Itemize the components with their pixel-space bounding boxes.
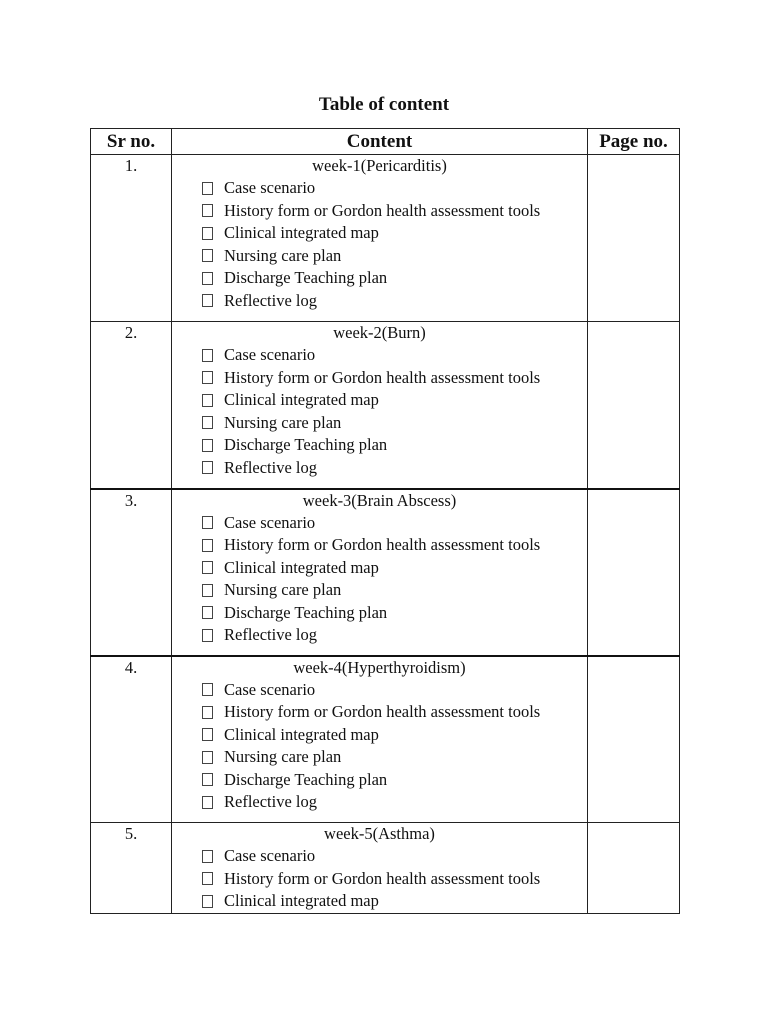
bullet-box-icon [202,539,213,552]
list-item [202,267,587,290]
item-label: Clinical integrated map [224,724,379,744]
item-label: Discharge Teaching plan [224,435,388,454]
list-item [202,791,587,814]
item-label: Case scenario [224,846,316,865]
page-cell [588,322,680,489]
week-title: week-4(Hyperthyroidism) [293,657,466,677]
item-list [172,512,587,647]
item-label: Discharge Teaching plan [224,268,388,287]
item-list [172,177,587,312]
table-row [91,823,680,914]
list-item [202,367,587,390]
bullet-box-icon [202,182,213,195]
bullet-box-icon [202,394,213,407]
bullet-box-icon [202,516,213,529]
table-row [91,656,680,823]
week-title: week-2(Burn) [333,323,426,342]
item-label: Clinical integrated map [224,557,379,577]
item-label: Discharge Teaching plan [224,602,388,622]
list-item [202,389,587,412]
sr-cell: 1. [91,155,172,322]
table-row [91,155,680,322]
page-title: Table of content [318,94,450,115]
item-label: Case scenario [224,178,316,197]
bullet-box-icon [202,728,213,741]
item-label: History form or Gordon health assessment tools [224,367,541,387]
sr-cell: 2. [91,322,172,489]
page-cell [588,489,680,656]
list-item [202,512,587,535]
list-item [202,412,587,435]
page-cell [588,823,680,914]
toc-table [90,128,680,914]
bullet-box-icon [202,796,213,809]
table-row [91,489,680,656]
page-cell [588,656,680,823]
bullet-box-icon [202,439,213,452]
week-title: week-1(Pericarditis) [312,156,447,175]
bullet-box-icon [202,872,213,885]
bullet-box-icon [202,584,213,597]
list-item [202,890,587,913]
bullet-box-icon [202,895,213,908]
bullet-box-icon [202,773,213,786]
content-cell [172,322,588,489]
sr-cell: 4. [91,656,172,823]
page-cell [588,155,680,322]
item-label: History form or Gordon health assessment tools [224,200,541,220]
item-label: Reflective log [224,625,318,644]
item-label: Clinical integrated map [224,390,379,409]
list-item [202,434,587,457]
bullet-box-icon [202,461,213,474]
item-list [172,679,587,814]
week-title: week-3(Brain Abscess) [302,490,457,510]
list-item [202,845,587,868]
bullet-box-icon [202,204,213,217]
list-item [202,245,587,268]
item-label: Case scenario [224,679,316,699]
content-cell [172,656,588,823]
item-label: Nursing care plan [224,412,342,432]
list-item [202,222,587,245]
list-item [202,701,587,724]
header-sr: Sr no. [91,129,172,155]
bullet-box-icon [202,349,213,362]
list-item [202,457,587,480]
list-item [202,579,587,602]
list-item [202,344,587,367]
bullet-box-icon [202,371,213,384]
bullet-box-icon [202,561,213,574]
list-item [202,557,587,580]
sr-cell: 3. [91,489,172,656]
content-cell [172,155,588,322]
list-item [202,177,587,200]
list-item [202,746,587,769]
item-label: Discharge Teaching plan [224,769,388,789]
header-content: Content [172,129,588,155]
item-label: Reflective log [224,457,318,477]
item-label: Nursing care plan [224,747,342,766]
content-cell [172,489,588,656]
item-label: Nursing care plan [224,580,342,599]
bullet-box-icon [202,249,213,262]
bullet-box-icon [202,683,213,696]
list-item [202,200,587,223]
list-item [202,868,587,891]
header-row [91,129,680,155]
bullet-box-icon [202,227,213,240]
item-list [172,845,587,913]
item-label: Reflective log [224,792,318,811]
item-label: History form or Gordon health assessment tools [224,535,541,554]
content-cell [172,823,588,914]
item-list [172,344,587,479]
bullet-box-icon [202,706,213,719]
bullet-box-icon [202,850,213,863]
table-row [91,322,680,489]
list-item [202,624,587,647]
list-item [202,679,587,702]
bullet-box-icon [202,629,213,642]
item-label: History form or Gordon health assessment tools [224,702,541,721]
header-page: Page no. [588,129,680,155]
bullet-box-icon [202,272,213,285]
item-label: Case scenario [224,512,316,532]
bullet-box-icon [202,416,213,429]
sr-cell: 5. [91,823,172,914]
item-label: Nursing care plan [224,245,342,265]
list-item [202,724,587,747]
item-label: History form or Gordon health assessment tools [224,868,541,888]
list-item [202,602,587,625]
bullet-box-icon [202,294,213,307]
item-label: Clinical integrated map [224,891,379,910]
list-item [202,290,587,313]
bullet-box-icon [202,606,213,619]
item-label: Case scenario [224,345,316,364]
week-title: week-5(Asthma) [324,824,435,843]
list-item [202,534,587,557]
item-label: Clinical integrated map [224,223,379,242]
bullet-box-icon [202,751,213,764]
item-label: Reflective log [224,290,318,310]
list-item [202,769,587,792]
